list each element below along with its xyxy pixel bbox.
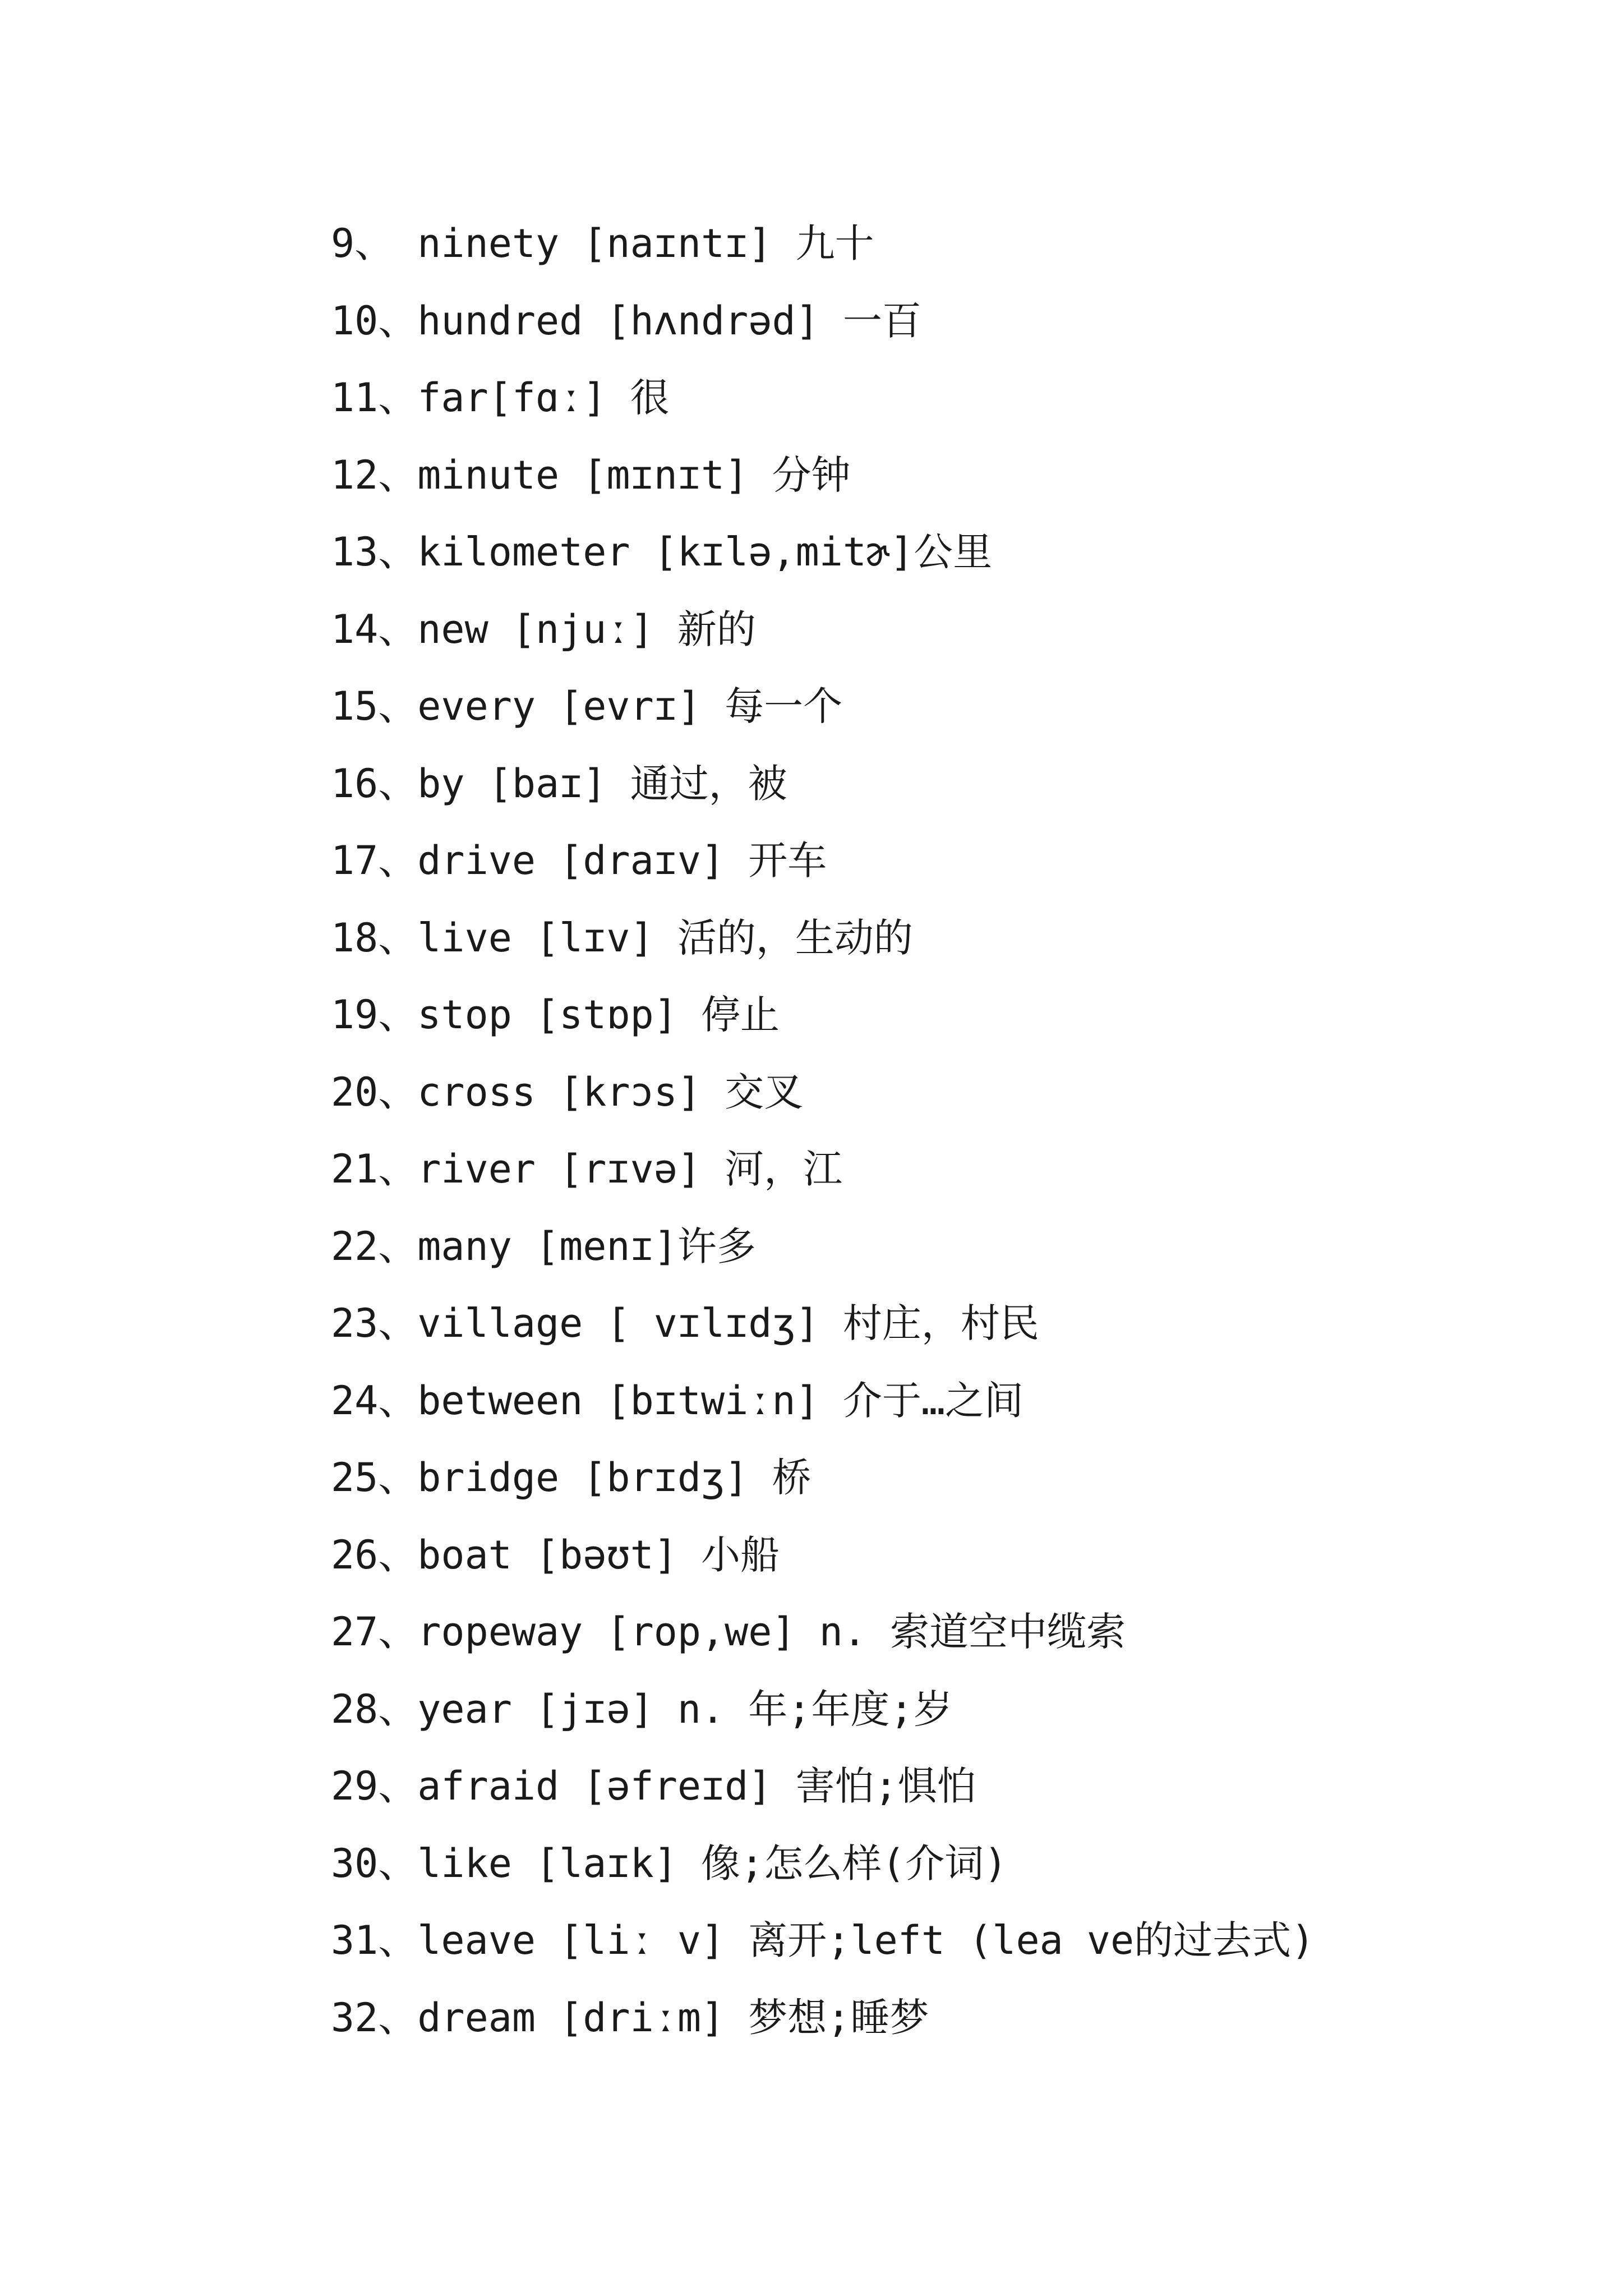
vocab-entry-31: 31、leave [liː v] 离开;left (lea ve的过去式): [331, 1917, 1315, 1963]
vocab-entry-24: 24、between [bɪtwiːn] 介于…之间: [331, 1377, 1024, 1424]
vocab-entry-25: 25、bridge [brɪdʒ] 桥: [331, 1455, 811, 1501]
vocab-entry-27: 27、ropeway [rop,we] n. 索道空中缆索: [331, 1609, 1126, 1655]
vocab-entry-12: 12、minute [mɪnɪt] 分钟: [331, 452, 851, 498]
vocab-entry-22: 22、many [menɪ]许多: [331, 1223, 756, 1269]
vocab-entry-13: 13、kilometer [kɪlə,mitɚ]公里: [331, 529, 993, 575]
vocab-entry-11: 11、far[fɑː] 很: [331, 375, 670, 421]
vocab-entry-20: 20、cross [krɔs] 交叉: [331, 1069, 804, 1115]
vocab-entry-14: 14、new [njuː] 新的: [331, 606, 756, 652]
vocab-entry-29: 29、afraid [əfreɪd] 害怕;惧怕: [331, 1763, 976, 1809]
vocab-entry-16: 16、by [baɪ] 通过，被: [331, 760, 787, 807]
vocab-entry-19: 19、stop [stɒp] 停止: [331, 992, 780, 1038]
vocab-entry-17: 17、drive [draɪv] 开车: [331, 838, 827, 884]
vocab-entry-30: 30、like [laɪk] 像;怎么样(介词): [331, 1840, 1008, 1887]
vocab-entry-23: 23、village [ vɪlɪdʒ] 村庄，村民: [331, 1300, 1039, 1346]
vocab-entry-26: 26、boat [bəʊt] 小船: [331, 1531, 780, 1578]
vocab-entry-9: 9、 ninety [naɪntɪ] 九十: [331, 220, 874, 266]
vocab-entry-10: 10、hundred [hʌndrəd] 一百: [331, 297, 921, 344]
vocab-entry-21: 21、river [rɪvə] 河，江: [331, 1146, 843, 1192]
vocabulary-list: [331, 218, 1565, 2069]
vocab-entry-32: 32、dream [driːm] 梦想;睡梦: [331, 1994, 929, 2041]
vocab-entry-18: 18、live [lɪv] 活的，生动的: [331, 914, 913, 961]
vocab-entry-15: 15、every [evrɪ] 每一个: [331, 683, 843, 729]
vocab-entry-28: 28、year [jɪə] n. 年;年度;岁: [331, 1686, 953, 1732]
